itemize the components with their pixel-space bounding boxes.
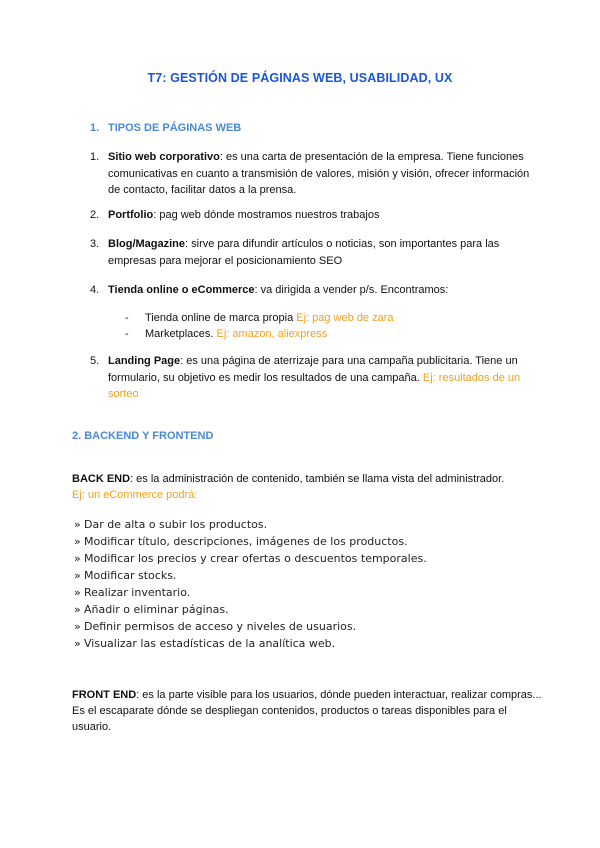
item-number: 3. bbox=[90, 238, 100, 250]
dash-marker: - bbox=[125, 312, 129, 324]
bullet-text: Realizar inventario. bbox=[84, 586, 191, 599]
list-item bbox=[90, 353, 530, 403]
list-item bbox=[74, 533, 427, 550]
item-term: Tienda online o eCommerce bbox=[108, 284, 255, 296]
sub-list-item bbox=[125, 310, 393, 327]
sub-item-text: Tienda online de marca propia bbox=[145, 312, 297, 324]
item-text: : va dirigida a vender p/s. Encontramos: bbox=[254, 284, 449, 296]
backend-text: : es la administración de contenido, también se llama vista del administrador. bbox=[130, 473, 505, 485]
item-term: Portfolio bbox=[108, 209, 154, 221]
bullet-text: Modificar título, descripciones, imágenes de los productos. bbox=[84, 535, 408, 548]
bullet-text: Modificar stocks. bbox=[84, 569, 177, 582]
section-1-number: 1. bbox=[90, 122, 100, 134]
item-number: 5. bbox=[90, 355, 100, 367]
list-item bbox=[74, 584, 427, 601]
section-2-heading: 2. BACKEND Y FRONTEND bbox=[72, 430, 214, 442]
item-term: Sitio web corporativo bbox=[108, 151, 220, 163]
bullet-marker: » bbox=[74, 569, 81, 582]
item-text: : pag web dónde mostramos nuestros trabajos bbox=[153, 209, 380, 221]
list-item bbox=[90, 207, 530, 224]
sub-item-text: Marketplaces. bbox=[145, 328, 217, 340]
bullet-marker: » bbox=[74, 603, 81, 616]
item-text: : es una carta de presentación de la empresa. Tiene funciones comunicativas en cuanto a transmisión de valores, misión y visión, ofrecer información de contacto, facilitar datos a la prensa. bbox=[108, 151, 530, 196]
dash-marker: - bbox=[125, 328, 129, 340]
bullet-marker: » bbox=[74, 637, 81, 650]
section-1-heading bbox=[90, 122, 241, 134]
section-1-heading-text: TIPOS DE PÁGINAS WEB bbox=[108, 122, 242, 134]
bullet-text: Visualizar las estadísticas de la analítica web. bbox=[84, 637, 336, 650]
bullet-text: Dar de alta o subir los productos. bbox=[84, 518, 268, 531]
bullet-marker: » bbox=[74, 620, 81, 633]
backend-paragraph bbox=[72, 471, 542, 503]
sub-list-item bbox=[125, 326, 327, 343]
item-text: : es una página de aterrizaje para una campaña publicitaria. Tiene un formulario, su objetivo es medir los resultados de una campaña. bbox=[108, 355, 518, 384]
frontend-term: FRONT END bbox=[72, 689, 137, 701]
bullet-marker: » bbox=[74, 535, 81, 548]
item-number: 1. bbox=[90, 151, 100, 163]
list-item bbox=[74, 601, 427, 618]
item-term: Landing Page bbox=[108, 355, 181, 367]
backend-example: Ej: un eCommerce podrá: bbox=[72, 489, 198, 501]
item-number: 2. bbox=[90, 209, 100, 221]
list-item bbox=[74, 550, 427, 567]
backend-feature-list bbox=[74, 516, 427, 652]
bullet-text: Modificar los precios y crear ofertas o descuentos temporales. bbox=[84, 552, 427, 565]
list-item bbox=[90, 149, 530, 199]
frontend-text: : es la parte visible para los usuarios, dónde pueden interactuar, realizar compras... Es el escaparate dónde se despliegan contenidos, productos o tareas disponibles para el usuario. bbox=[72, 689, 542, 733]
sub-item-example: Ej: pag web de zara bbox=[296, 312, 394, 324]
sub-item-example: Ej: amazon, aliexpress bbox=[216, 328, 328, 340]
list-item bbox=[74, 516, 427, 533]
bullet-marker: » bbox=[74, 552, 81, 565]
page-title: T7: GESTIÓN DE PÁGINAS WEB, USABILIDAD, UX bbox=[147, 71, 453, 85]
list-item bbox=[74, 567, 427, 584]
bullet-marker: » bbox=[74, 518, 81, 531]
item-term: Blog/Magazine bbox=[108, 238, 186, 250]
list-item bbox=[90, 236, 530, 269]
bullet-text: Definir permisos de acceso y niveles de usuarios. bbox=[84, 620, 357, 633]
list-item bbox=[74, 618, 427, 635]
list-item bbox=[90, 282, 530, 299]
item-number: 4. bbox=[90, 284, 100, 296]
bullet-text: Añadir o eliminar páginas. bbox=[84, 603, 229, 616]
list-item bbox=[74, 635, 427, 652]
frontend-paragraph bbox=[72, 687, 542, 735]
item-example: Ej: resultados de un sorteo bbox=[108, 371, 521, 400]
bullet-marker: » bbox=[74, 586, 81, 599]
backend-term: BACK END bbox=[72, 473, 131, 485]
item-text: : sirve para difundir artículos o noticias, son importantes para las empresas para mejorar el posicionamiento SEO bbox=[108, 238, 500, 267]
